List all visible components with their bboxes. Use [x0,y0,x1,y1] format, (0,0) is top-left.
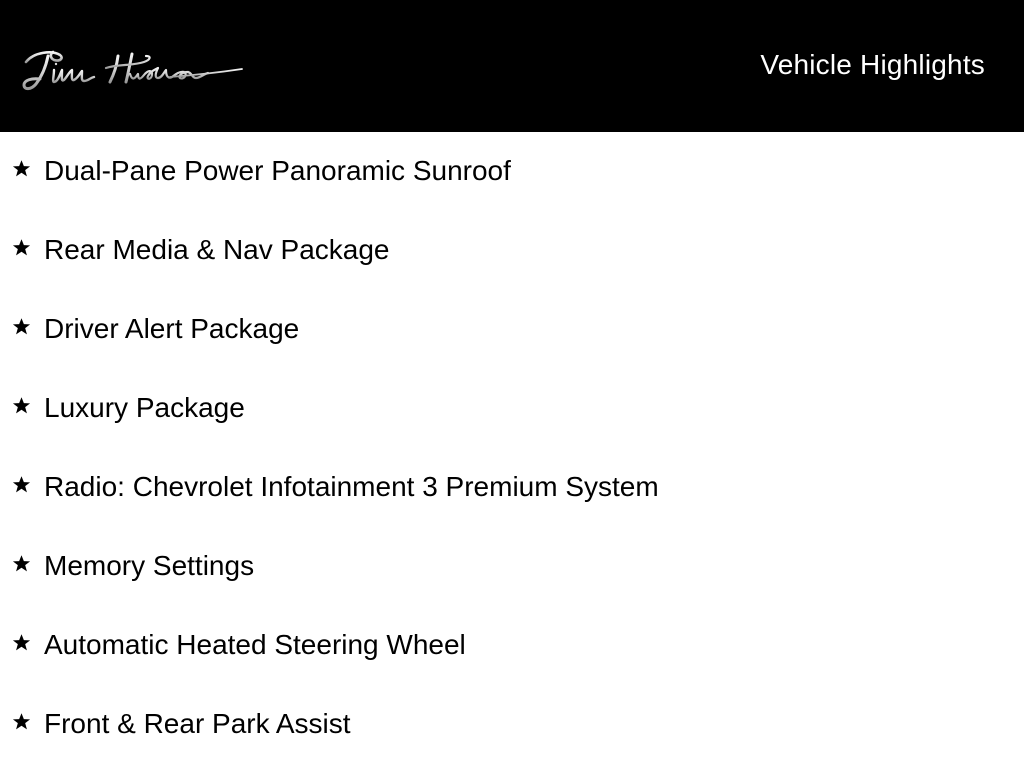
page-title: Vehicle Highlights [760,49,985,80]
star-icon [11,711,32,732]
star-icon [11,553,32,574]
highlight-label: Driver Alert Package [44,313,300,344]
highlight-label: Memory Settings [44,550,255,581]
header-bar [0,0,1024,132]
list-item [0,151,1000,191]
list-item [0,625,1000,665]
star-icon [11,395,32,416]
star-icon [11,632,32,653]
highlight-label: Rear Media & Nav Package [44,234,390,265]
star-icon [11,237,32,258]
star-icon [11,316,32,337]
list-item [0,309,1000,349]
list-item [0,546,1000,586]
brand-signature-logo [20,46,244,96]
highlight-label: Front & Rear Park Assist [44,708,351,739]
star-icon [11,474,32,495]
list-item [0,704,1000,744]
list-item [0,230,1000,270]
list-item [0,467,1000,507]
star-icon [11,158,32,179]
highlight-label: Radio: Chevrolet Infotainment 3 Premium System [44,471,659,502]
highlight-label: Automatic Heated Steering Wheel [44,629,466,660]
highlight-label: Dual-Pane Power Panoramic Sunroof [44,155,511,186]
list-item [0,388,1000,428]
highlight-label: Luxury Package [44,392,245,423]
